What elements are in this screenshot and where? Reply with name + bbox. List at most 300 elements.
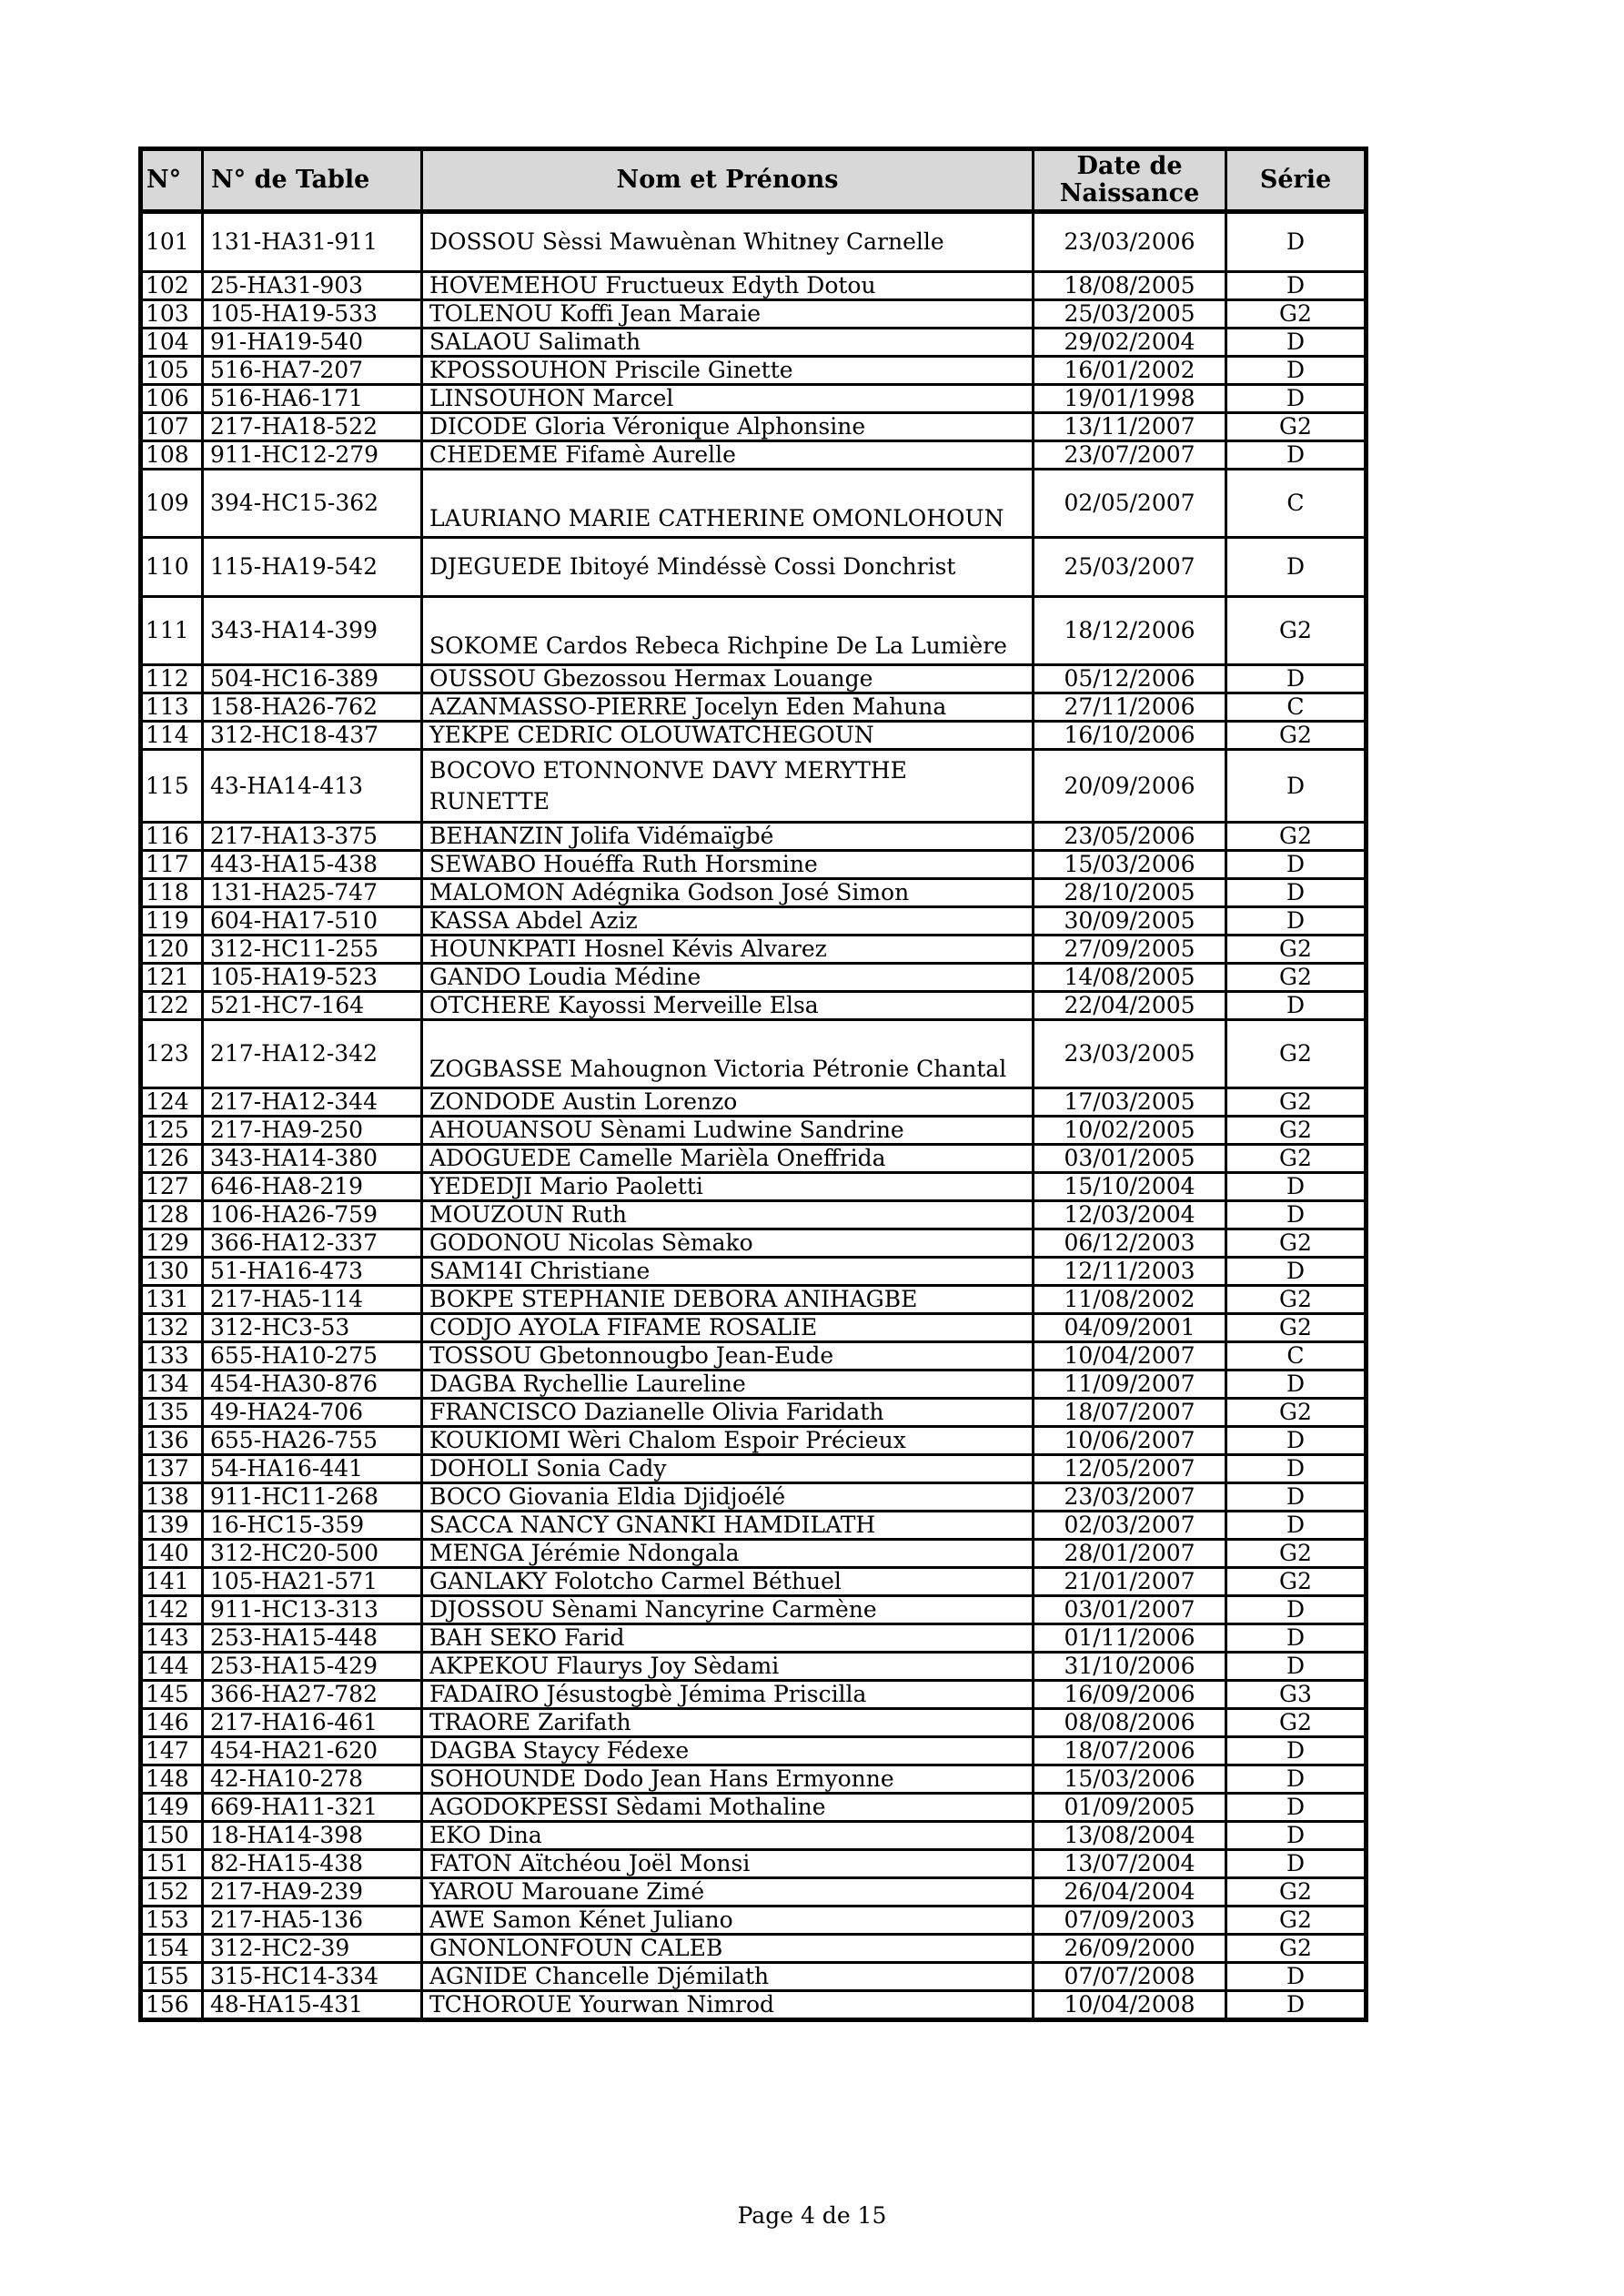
cell-table-no: 217-HA12-342 <box>203 1020 422 1088</box>
cell-serie: D <box>1226 1201 1367 1229</box>
cell-serie: D <box>1226 1737 1367 1765</box>
cell-num: 143 <box>141 1624 203 1653</box>
cell-serie: C <box>1226 693 1367 722</box>
cell-num: 137 <box>141 1455 203 1483</box>
table-row <box>141 1907 1367 1935</box>
cell-num: 116 <box>141 823 203 851</box>
cell-serie: G2 <box>1226 1907 1367 1935</box>
cell-num: 105 <box>141 357 203 385</box>
cell-serie: G2 <box>1226 964 1367 992</box>
table-row <box>141 329 1367 357</box>
cell-name: AWE Samon Kénet Juliano <box>422 1907 1034 1935</box>
cell-table-no: 669-HA11-321 <box>203 1794 422 1822</box>
cell-table-no: 655-HA26-755 <box>203 1427 422 1455</box>
cell-name: MENGA Jérémie Ndongala <box>422 1540 1034 1568</box>
cell-table-no: 516-HA7-207 <box>203 357 422 385</box>
cell-name: KPOSSOUHON Priscile Ginette <box>422 357 1034 385</box>
cell-serie: D <box>1226 1653 1367 1681</box>
cell-table-no: 253-HA15-429 <box>203 1653 422 1681</box>
cell-serie: D <box>1226 1794 1367 1822</box>
table-row <box>141 907 1367 936</box>
cell-name: KASSA Abdel Aziz <box>422 907 1034 936</box>
cell-table-no: 394-HC15-362 <box>203 470 422 538</box>
cell-table-no: 51-HA16-473 <box>203 1258 422 1286</box>
table-row <box>141 1822 1367 1850</box>
cell-table-no: 443-HA15-438 <box>203 851 422 879</box>
cell-name: DOSSOU Sèssi Mawuènan Whitney Carnelle <box>422 212 1034 272</box>
cell-name: SEWABO Houéffa Ruth Horsmine <box>422 851 1034 879</box>
cell-table-no: 454-HA30-876 <box>203 1371 422 1399</box>
cell-serie: D <box>1226 665 1367 693</box>
cell-table-no: 312-HC18-437 <box>203 722 422 750</box>
cell-name: FADAIRO Jésustogbè Jémima Priscilla <box>422 1681 1034 1709</box>
cell-name: DJOSSOU Sènami Nancyrine Carmène <box>422 1596 1034 1624</box>
cell-num: 114 <box>141 722 203 750</box>
table-row <box>141 693 1367 722</box>
cell-serie: G2 <box>1226 597 1367 665</box>
cell-serie: D <box>1226 357 1367 385</box>
table-row <box>141 750 1367 823</box>
table-row <box>141 1878 1367 1907</box>
table-row <box>141 1512 1367 1540</box>
cell-table-no: 516-HA6-171 <box>203 385 422 413</box>
cell-dob: 18/08/2005 <box>1034 272 1226 300</box>
cell-serie: G2 <box>1226 1286 1367 1314</box>
cell-dob: 29/02/2004 <box>1034 329 1226 357</box>
table-row <box>141 992 1367 1020</box>
table-row <box>141 1483 1367 1512</box>
cell-table-no: 217-HA12-344 <box>203 1088 422 1117</box>
table-row <box>141 1427 1367 1455</box>
cell-dob: 16/09/2006 <box>1034 1681 1226 1709</box>
cell-num: 112 <box>141 665 203 693</box>
cell-name: HOVEMEHOU Fructueux Edyth Dotou <box>422 272 1034 300</box>
cell-dob: 26/04/2004 <box>1034 1878 1226 1907</box>
cell-name: TCHOROUE Yourwan Nimrod <box>422 1991 1034 2020</box>
cell-dob: 18/07/2006 <box>1034 1737 1226 1765</box>
cell-name: SOKOME Cardos Rebeca Richpine De La Lumière <box>422 597 1034 665</box>
cell-num: 138 <box>141 1483 203 1512</box>
cell-table-no: 131-HA25-747 <box>203 879 422 907</box>
cell-table-no: 655-HA10-275 <box>203 1342 422 1371</box>
cell-serie: D <box>1226 1427 1367 1455</box>
cell-table-no: 217-HA9-250 <box>203 1117 422 1145</box>
cell-serie: D <box>1226 992 1367 1020</box>
cell-num: 131 <box>141 1286 203 1314</box>
cell-num: 140 <box>141 1540 203 1568</box>
header-serie: Série <box>1226 149 1367 212</box>
cell-serie: G2 <box>1226 823 1367 851</box>
cell-num: 149 <box>141 1794 203 1822</box>
cell-name: GANDO Loudia Médine <box>422 964 1034 992</box>
cell-table-no: 91-HA19-540 <box>203 329 422 357</box>
table-row <box>141 1229 1367 1258</box>
header-dob: Date de Naissance <box>1034 149 1226 212</box>
table-row <box>141 936 1367 964</box>
cell-table-no: 312-HC20-500 <box>203 1540 422 1568</box>
cell-num: 111 <box>141 597 203 665</box>
cell-num: 110 <box>141 538 203 597</box>
cell-name: SAM14I Christiane <box>422 1258 1034 1286</box>
cell-dob: 18/12/2006 <box>1034 597 1226 665</box>
table-row <box>141 1991 1367 2020</box>
cell-name: TRAORE Zarifath <box>422 1709 1034 1737</box>
cell-name: MALOMON Adégnika Godson José Simon <box>422 879 1034 907</box>
table-row <box>141 1258 1367 1286</box>
cell-serie: G2 <box>1226 1229 1367 1258</box>
cell-table-no: 217-HA13-375 <box>203 823 422 851</box>
cell-dob: 23/03/2005 <box>1034 1020 1226 1088</box>
cell-table-no: 312-HC11-255 <box>203 936 422 964</box>
cell-dob: 03/01/2007 <box>1034 1596 1226 1624</box>
cell-table-no: 366-HA12-337 <box>203 1229 422 1258</box>
cell-name: YAROU Marouane Zimé <box>422 1878 1034 1907</box>
cell-name: GNONLONFOUN CALEB <box>422 1935 1034 1963</box>
cell-dob: 10/06/2007 <box>1034 1427 1226 1455</box>
cell-num: 123 <box>141 1020 203 1088</box>
cell-num: 127 <box>141 1173 203 1201</box>
cell-serie: G2 <box>1226 1145 1367 1173</box>
cell-num: 151 <box>141 1850 203 1878</box>
table-row <box>141 300 1367 329</box>
cell-table-no: 217-HA18-522 <box>203 413 422 441</box>
cell-table-no: 911-HC12-279 <box>203 441 422 470</box>
cell-dob: 13/08/2004 <box>1034 1822 1226 1850</box>
cell-table-no: 115-HA19-542 <box>203 538 422 597</box>
cell-serie: D <box>1226 329 1367 357</box>
cell-num: 135 <box>141 1399 203 1427</box>
cell-num: 103 <box>141 300 203 329</box>
table-row <box>141 1653 1367 1681</box>
cell-serie: G2 <box>1226 722 1367 750</box>
cell-num: 156 <box>141 1991 203 2020</box>
table-row <box>141 823 1367 851</box>
table-row <box>141 1850 1367 1878</box>
table-row <box>141 665 1367 693</box>
cell-dob: 06/12/2003 <box>1034 1229 1226 1258</box>
cell-dob: 19/01/1998 <box>1034 385 1226 413</box>
cell-dob: 28/10/2005 <box>1034 879 1226 907</box>
table-row <box>141 1596 1367 1624</box>
cell-name: CHEDEME Fifamè Aurelle <box>422 441 1034 470</box>
cell-num: 126 <box>141 1145 203 1173</box>
cell-table-no: 521-HC7-164 <box>203 992 422 1020</box>
cell-table-no: 43-HA14-413 <box>203 750 422 823</box>
cell-name: AGNIDE Chancelle Djémilath <box>422 1963 1034 1991</box>
cell-table-no: 911-HC11-268 <box>203 1483 422 1512</box>
cell-name: CODJO AYOLA FIFAME ROSALIE <box>422 1314 1034 1342</box>
table-row <box>141 1624 1367 1653</box>
table-row <box>141 1342 1367 1371</box>
cell-serie: G2 <box>1226 1568 1367 1596</box>
cell-name: FATON Aïtchéou Joël Monsi <box>422 1850 1034 1878</box>
cell-dob: 23/05/2006 <box>1034 823 1226 851</box>
cell-dob: 17/03/2005 <box>1034 1088 1226 1117</box>
cell-serie: G2 <box>1226 1117 1367 1145</box>
cell-dob: 12/05/2007 <box>1034 1455 1226 1483</box>
cell-table-no: 343-HA14-399 <box>203 597 422 665</box>
cell-num: 119 <box>141 907 203 936</box>
cell-num: 107 <box>141 413 203 441</box>
table-row <box>141 1935 1367 1963</box>
cell-dob: 15/03/2006 <box>1034 851 1226 879</box>
cell-num: 153 <box>141 1907 203 1935</box>
cell-dob: 25/03/2005 <box>1034 300 1226 329</box>
cell-name: LAURIANO MARIE CATHERINE OMONLOHOUN <box>422 470 1034 538</box>
cell-serie: G2 <box>1226 1935 1367 1963</box>
table-row <box>141 1455 1367 1483</box>
cell-dob: 28/01/2007 <box>1034 1540 1226 1568</box>
table-row <box>141 1173 1367 1201</box>
cell-table-no: 911-HC13-313 <box>203 1596 422 1624</box>
cell-dob: 15/10/2004 <box>1034 1173 1226 1201</box>
table-row <box>141 1709 1367 1737</box>
cell-dob: 21/01/2007 <box>1034 1568 1226 1596</box>
header-name: Nom et Prénons <box>422 149 1034 212</box>
cell-num: 109 <box>141 470 203 538</box>
cell-name: BAH SEKO Farid <box>422 1624 1034 1653</box>
cell-num: 146 <box>141 1709 203 1737</box>
cell-serie: D <box>1226 750 1367 823</box>
cell-dob: 10/04/2007 <box>1034 1342 1226 1371</box>
cell-name: ADOGUEDE Camelle Marièla Oneffrida <box>422 1145 1034 1173</box>
cell-num: 152 <box>141 1878 203 1907</box>
cell-name: YEKPE CEDRIC OLOUWATCHEGOUN <box>422 722 1034 750</box>
cell-num: 101 <box>141 212 203 272</box>
cell-table-no: 105-HA19-533 <box>203 300 422 329</box>
cell-serie: D <box>1226 441 1367 470</box>
cell-num: 129 <box>141 1229 203 1258</box>
cell-name: AKPEKOU Flaurys Joy Sèdami <box>422 1653 1034 1681</box>
cell-num: 113 <box>141 693 203 722</box>
cell-dob: 03/01/2005 <box>1034 1145 1226 1173</box>
cell-num: 118 <box>141 879 203 907</box>
cell-dob: 12/11/2003 <box>1034 1258 1226 1286</box>
cell-table-no: 217-HA9-239 <box>203 1878 422 1907</box>
table-row <box>141 1088 1367 1117</box>
cell-table-no: 42-HA10-278 <box>203 1765 422 1794</box>
table-row <box>141 1540 1367 1568</box>
cell-dob: 23/03/2006 <box>1034 212 1226 272</box>
cell-dob: 11/08/2002 <box>1034 1286 1226 1314</box>
cell-num: 106 <box>141 385 203 413</box>
cell-table-no: 604-HA17-510 <box>203 907 422 936</box>
cell-table-no: 366-HA27-782 <box>203 1681 422 1709</box>
page-footer: Page 4 de 15 <box>737 2202 887 2229</box>
cell-num: 147 <box>141 1737 203 1765</box>
table-row <box>141 851 1367 879</box>
cell-table-no: 106-HA26-759 <box>203 1201 422 1229</box>
cell-serie: D <box>1226 1371 1367 1399</box>
cell-dob: 12/03/2004 <box>1034 1201 1226 1229</box>
table-row <box>141 357 1367 385</box>
cell-name: GANLAKY Folotcho Carmel Béthuel <box>422 1568 1034 1596</box>
cell-num: 122 <box>141 992 203 1020</box>
cell-serie: D <box>1226 1596 1367 1624</box>
cell-name: YEDEDJI Mario Paoletti <box>422 1173 1034 1201</box>
cell-num: 154 <box>141 1935 203 1963</box>
cell-name: BOCO Giovania Eldia Djidjoélé <box>422 1483 1034 1512</box>
cell-serie: C <box>1226 470 1367 538</box>
cell-name: ZONDODE Austin Lorenzo <box>422 1088 1034 1117</box>
table-row <box>141 212 1367 272</box>
cell-num: 108 <box>141 441 203 470</box>
cell-num: 128 <box>141 1201 203 1229</box>
header-table-no: N° de Table <box>203 149 422 212</box>
cell-dob: 23/07/2007 <box>1034 441 1226 470</box>
cell-serie: D <box>1226 538 1367 597</box>
cell-name: AZANMASSO-PIERRE Jocelyn Eden Mahuna <box>422 693 1034 722</box>
table-row <box>141 964 1367 992</box>
cell-num: 132 <box>141 1314 203 1342</box>
cell-serie: D <box>1226 1624 1367 1653</box>
cell-serie: D <box>1226 1258 1367 1286</box>
cell-num: 150 <box>141 1822 203 1850</box>
cell-dob: 30/09/2005 <box>1034 907 1226 936</box>
cell-table-no: 253-HA15-448 <box>203 1624 422 1653</box>
cell-num: 148 <box>141 1765 203 1794</box>
cell-serie: D <box>1226 907 1367 936</box>
cell-serie: D <box>1226 385 1367 413</box>
cell-table-no: 48-HA15-431 <box>203 1991 422 2020</box>
cell-num: 136 <box>141 1427 203 1455</box>
cell-serie: D <box>1226 851 1367 879</box>
cell-serie: G2 <box>1226 1878 1367 1907</box>
cell-serie: D <box>1226 1963 1367 1991</box>
cell-table-no: 454-HA21-620 <box>203 1737 422 1765</box>
cell-table-no: 217-HA16-461 <box>203 1709 422 1737</box>
table-row <box>141 1314 1367 1342</box>
cell-dob: 02/05/2007 <box>1034 470 1226 538</box>
cell-num: 155 <box>141 1963 203 1991</box>
cell-table-no: 646-HA8-219 <box>203 1173 422 1201</box>
cell-num: 121 <box>141 964 203 992</box>
cell-num: 142 <box>141 1596 203 1624</box>
cell-serie: G2 <box>1226 1314 1367 1342</box>
table-row <box>141 470 1367 538</box>
cell-num: 124 <box>141 1088 203 1117</box>
cell-dob: 07/07/2008 <box>1034 1963 1226 1991</box>
cell-table-no: 158-HA26-762 <box>203 693 422 722</box>
cell-name: DJEGUEDE Ibitoyé Mindéssè Cossi Donchrist <box>422 538 1034 597</box>
table-row <box>141 1963 1367 1991</box>
table-row <box>141 1568 1367 1596</box>
cell-num: 134 <box>141 1371 203 1399</box>
candidates-table <box>138 147 1368 2022</box>
cell-num: 133 <box>141 1342 203 1371</box>
cell-name: OTCHERE Kayossi Merveille Elsa <box>422 992 1034 1020</box>
cell-name: EKO Dina <box>422 1822 1034 1850</box>
cell-name: DAGBA Staycy Fédexe <box>422 1737 1034 1765</box>
table-row <box>141 538 1367 597</box>
table-row <box>141 597 1367 665</box>
cell-name: SALAOU Salimath <box>422 329 1034 357</box>
cell-serie: D <box>1226 1822 1367 1850</box>
cell-dob: 08/08/2006 <box>1034 1709 1226 1737</box>
cell-dob: 05/12/2006 <box>1034 665 1226 693</box>
cell-serie: D <box>1226 1173 1367 1201</box>
cell-dob: 11/09/2007 <box>1034 1371 1226 1399</box>
cell-table-no: 312-HC3-53 <box>203 1314 422 1342</box>
cell-serie: D <box>1226 1850 1367 1878</box>
cell-table-no: 217-HA5-114 <box>203 1286 422 1314</box>
cell-name: FRANCISCO Dazianelle Olivia Faridath <box>422 1399 1034 1427</box>
cell-table-no: 82-HA15-438 <box>203 1850 422 1878</box>
cell-dob: 02/03/2007 <box>1034 1512 1226 1540</box>
cell-table-no: 217-HA5-136 <box>203 1907 422 1935</box>
table-row <box>141 722 1367 750</box>
table-row <box>141 1145 1367 1173</box>
cell-table-no: 504-HC16-389 <box>203 665 422 693</box>
cell-table-no: 131-HA31-911 <box>203 212 422 272</box>
table-row <box>141 1794 1367 1822</box>
cell-serie: G2 <box>1226 936 1367 964</box>
table-row <box>141 385 1367 413</box>
cell-dob: 27/09/2005 <box>1034 936 1226 964</box>
cell-dob: 13/11/2007 <box>1034 413 1226 441</box>
cell-name: BOKPE STEPHANIE DEBORA ANIHAGBE <box>422 1286 1034 1314</box>
cell-dob: 14/08/2005 <box>1034 964 1226 992</box>
cell-table-no: 49-HA24-706 <box>203 1399 422 1427</box>
cell-name: MOUZOUN Ruth <box>422 1201 1034 1229</box>
table-header-row <box>141 149 1367 212</box>
cell-serie: G2 <box>1226 1709 1367 1737</box>
cell-num: 145 <box>141 1681 203 1709</box>
cell-name: HOUNKPATI Hosnel Kévis Alvarez <box>422 936 1034 964</box>
table-row <box>141 879 1367 907</box>
cell-dob: 01/11/2006 <box>1034 1624 1226 1653</box>
cell-table-no: 105-HA19-523 <box>203 964 422 992</box>
cell-num: 117 <box>141 851 203 879</box>
cell-dob: 04/09/2001 <box>1034 1314 1226 1342</box>
cell-num: 120 <box>141 936 203 964</box>
cell-dob: 22/04/2005 <box>1034 992 1226 1020</box>
cell-dob: 18/07/2007 <box>1034 1399 1226 1427</box>
cell-num: 115 <box>141 750 203 823</box>
cell-serie: C <box>1226 1342 1367 1371</box>
cell-serie: D <box>1226 272 1367 300</box>
table-row <box>141 441 1367 470</box>
cell-dob: 25/03/2007 <box>1034 538 1226 597</box>
cell-serie: G2 <box>1226 1540 1367 1568</box>
table-row <box>141 1399 1367 1427</box>
cell-name: DAGBA Rychellie Laureline <box>422 1371 1034 1399</box>
cell-dob: 13/07/2004 <box>1034 1850 1226 1878</box>
cell-serie: D <box>1226 879 1367 907</box>
table-row <box>141 1020 1367 1088</box>
cell-num: 130 <box>141 1258 203 1286</box>
cell-dob: 26/09/2000 <box>1034 1935 1226 1963</box>
cell-serie: G2 <box>1226 1088 1367 1117</box>
cell-dob: 10/04/2008 <box>1034 1991 1226 2020</box>
cell-table-no: 25-HA31-903 <box>203 272 422 300</box>
cell-dob: 16/10/2006 <box>1034 722 1226 750</box>
cell-name: SACCA NANCY GNANKI HAMDILATH <box>422 1512 1034 1540</box>
table-row <box>141 413 1367 441</box>
cell-dob: 20/09/2006 <box>1034 750 1226 823</box>
cell-serie: D <box>1226 1455 1367 1483</box>
cell-serie: D <box>1226 1765 1367 1794</box>
cell-serie: D <box>1226 1483 1367 1512</box>
cell-name: DICODE Gloria Véronique Alphonsine <box>422 413 1034 441</box>
cell-table-no: 18-HA14-398 <box>203 1822 422 1850</box>
header-num: N° <box>141 149 203 212</box>
cell-num: 104 <box>141 329 203 357</box>
cell-num: 139 <box>141 1512 203 1540</box>
cell-name: BOCOVO ETONNONVE DAVY MERYTHE RUNETTE <box>422 750 1034 823</box>
cell-num: 144 <box>141 1653 203 1681</box>
cell-name: KOUKIOMI Wèri Chalom Espoir Précieux <box>422 1427 1034 1455</box>
